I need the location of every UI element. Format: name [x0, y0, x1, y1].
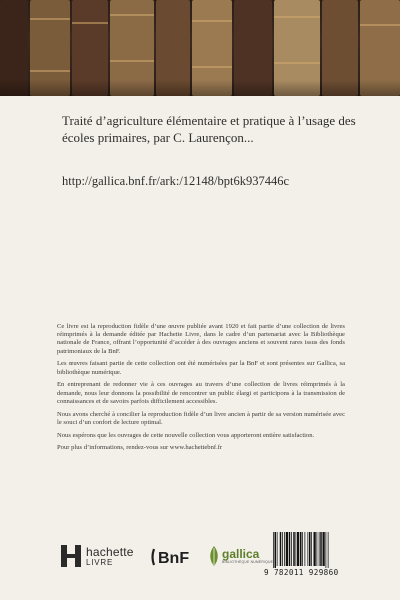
barcode-number: 9 782011 929860 — [264, 568, 339, 577]
gallica-leaf-icon — [208, 544, 220, 568]
bnf-logo — [150, 546, 194, 568]
hachette-name: hachette — [86, 544, 134, 559]
paragraph: En entreprenant de redonner vie à ces ouvrages au travers d’une collection de livres réimprimés à la demande, nous leur donnons la possibilité de rencontrer un public élargi et participons à la transmission de connaissances et de savoirs parfois difficilement accessibles. — [57, 381, 345, 405]
hachette-h-icon — [60, 544, 82, 568]
publisher-footer — [0, 530, 400, 577]
svg-text:BnF: BnF — [158, 550, 190, 567]
description-text — [57, 323, 345, 457]
gallica-url: http://gallica.bnf.fr/ark:/12148/bpt6k937446c — [62, 174, 290, 188]
paragraph: Nous avons cherché à concilier la reproduction fidèle d’un livre ancien à partir de sa version numérisée avec le souci d’un confort de lecture optimal. — [57, 410, 345, 426]
paragraph: Nous espérons que les ouvrages de cette nouvelle collection vous apporteront entière satisfaction. — [57, 431, 315, 439]
book-title: Traité d’agriculture élémentaire et pratique à l’usage des écoles primaires, par C. Laurençon... — [62, 113, 356, 145]
hachette-logo — [60, 544, 134, 568]
bookshelf-photo — [0, 0, 400, 96]
paragraph: Ce livre est la reproduction fidèle d’une œuvre publiée avant 1920 et fait partie d’une collection de livres réimprimés à la demande éditée par Hachette Livre, dans le cadre d’un partenariat avec la Bibliothèque nationale de France, offrant l’opportunité d’accéder à des ouvrages anciens et souvent rares issus des fonds patrimoniaux de la BnF. — [57, 323, 345, 355]
gallica-sub: BIBLIOTHÈQUE NUMÉRIQUE — [222, 560, 274, 564]
gallica-logo — [208, 544, 273, 568]
hachette-sub: LIVRE — [86, 557, 114, 567]
paragraph: Pour plus d’informations, rendez-vous sur www.hachettebnf.fr — [57, 444, 223, 452]
gallica-name: gallica — [222, 547, 260, 561]
paragraph: Les œuvres faisant partie de cette collection ont été numérisées par la BnF et sont présentes sur Gallica, sa bibliothèque numérique. — [57, 360, 345, 376]
